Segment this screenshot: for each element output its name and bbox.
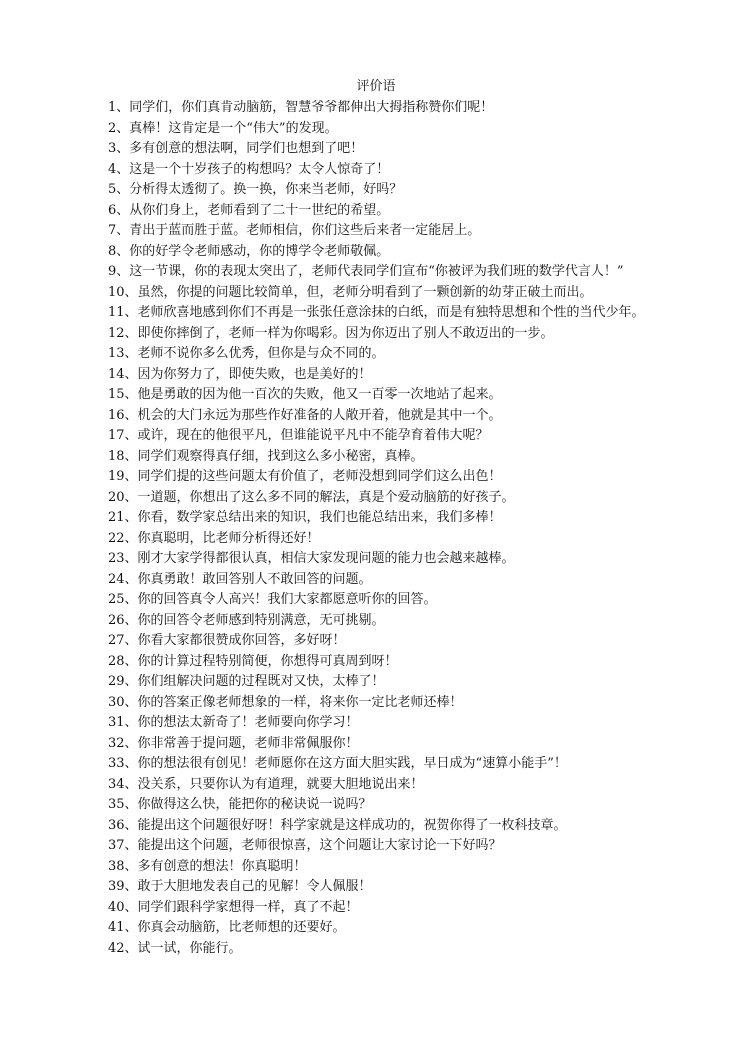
list-item: 35、你做得这么快，能把你的秘诀说一说吗？ [108, 797, 372, 812]
list-item: 5、分析得太透彻了。换一换，你来当老师，好吗？ [108, 182, 403, 197]
list-item: 7、青出于蓝而胜于蓝。老师相信，你们这些后来者一定能居上。 [108, 223, 481, 238]
list-item: 1、同学们，你们真肯动脑筋，智慧爷爷都伸出大拇指称赞你们呢！ [108, 100, 494, 115]
list-item: 40、同学们跟科学家想得一样，真了不起！ [108, 899, 359, 915]
list-item: 4、这是一个十岁孩子的构想吗？太令人惊奇了！ [108, 161, 390, 177]
list-item: 36、能提出这个问题很好呀！科学家就是这样成功的，祝贺你得了一枚科技章。 [108, 817, 567, 833]
list-item: 21、你看，数学家总结出来的知识，我们也能总结出来，我们多棒！ [108, 510, 502, 525]
list-item: 26、你的回答令老师感到特别满意，无可挑剔。 [108, 612, 385, 628]
list-item: 19、同学们提的这些问题太有价值了，老师没想到同学们这么出色！ [108, 469, 502, 484]
list-item: 29、你们组解决问题的过程既对又快，太棒了！ [108, 674, 385, 689]
list-item: 2、真棒！这肯定是一个“伟大”的发现。 [108, 120, 338, 136]
list-item: 6、从你们身上，老师看到了二十一世纪的希望。 [108, 202, 390, 218]
list-item: 11、老师欣喜地感到你们不再是一张张任意涂抹的白纸，而是有独特思想和个性的当代少年。 [108, 305, 645, 320]
list-item: 16、机会的大门永远为那些作好准备的人敞开着，他就是其中一个。 [108, 407, 502, 423]
list-item: 37、能提出这个问题，老师很惊喜，这个问题让大家讨论一下好吗？ [108, 838, 502, 853]
list-item: 33、你的想法很有创见！老师愿你在这方面大胆实践，早日成为“速算小能手”！ [108, 756, 567, 771]
list-item: 18、同学们观察得真仔细，找到这么多小秘密，真棒。 [108, 448, 424, 464]
list-item: 38、多有创意的想法！你真聪明！ [108, 858, 307, 874]
list-item: 13、老师不说你多么优秀，但你是与众不同的。 [108, 346, 385, 361]
document-title: 评价语 [356, 79, 396, 94]
list-item: 42、试一试，你能行。 [108, 940, 242, 956]
list-item: 20、一道题，你想出了这么多不同的解法，真是个爱动脑筋的好孩子。 [108, 489, 515, 505]
list-item: 30、你的答案正像老师想象的一样，将来你一定比老师还棒！ [108, 694, 463, 710]
list-item: 17、或许，现在的他很平凡，但谁能说平凡中不能孕育着伟大呢？ [108, 428, 489, 443]
list-item: 10、虽然，你提的问题比较简单，但，老师分明看到了一颗创新的幼芽正破土而出。 [108, 284, 593, 300]
list-item: 31、你的想法太新奇了！老师要向你学习！ [108, 715, 359, 730]
list-item: 32、你非常善于提问题，老师非常佩服你！ [108, 735, 359, 751]
list-item: 14、因为你努力了，即使失败，也是美好的！ [108, 366, 372, 382]
list-item: 8、你的好学令老师感动，你的博学令老师敬佩。 [108, 243, 390, 259]
list-item: 9、这一节课，你的表现太突出了，老师代表同学们宣布“你被评为我们班的数学代言人！” [108, 264, 624, 279]
list-item: 41、你真会动脑筋，比老师想的还要好。 [108, 920, 346, 935]
list-item: 39、敢于大胆地发表自己的见解！令人佩服！ [108, 879, 372, 894]
list-item: 27、你看大家都很赞成你回答，多好呀！ [108, 633, 346, 648]
list-item: 34、没关系，只要你认为有道理，就要大胆地说出来！ [108, 776, 424, 792]
list-item: 25、你的回答真令人高兴！我们大家都愿意听你的回答。 [108, 592, 437, 607]
list-item: 28、你的计算过程特别简便，你想得可真周到呀！ [108, 653, 398, 669]
list-item: 3、多有创意的想法啊，同学们也想到了吧！ [108, 141, 364, 156]
evaluation-list [108, 98, 708, 959]
list-item: 12、即使你摔倒了，老师一样为你喝彩。因为你迈出了别人不敢迈出的一步。 [108, 325, 554, 341]
list-item: 22、你真聪明，比老师分析得还好！ [108, 530, 320, 546]
list-item: 15、他是勇敢的因为他一百次的失败，他又一百零一次地站了起来。 [108, 387, 502, 402]
list-item: 23、刚才大家学得都很认真，相信大家发现问题的能力也会越来越棒。 [108, 551, 515, 566]
list-item: 24、你真勇敢！敢回答别人不敢回答的问题。 [108, 571, 372, 587]
